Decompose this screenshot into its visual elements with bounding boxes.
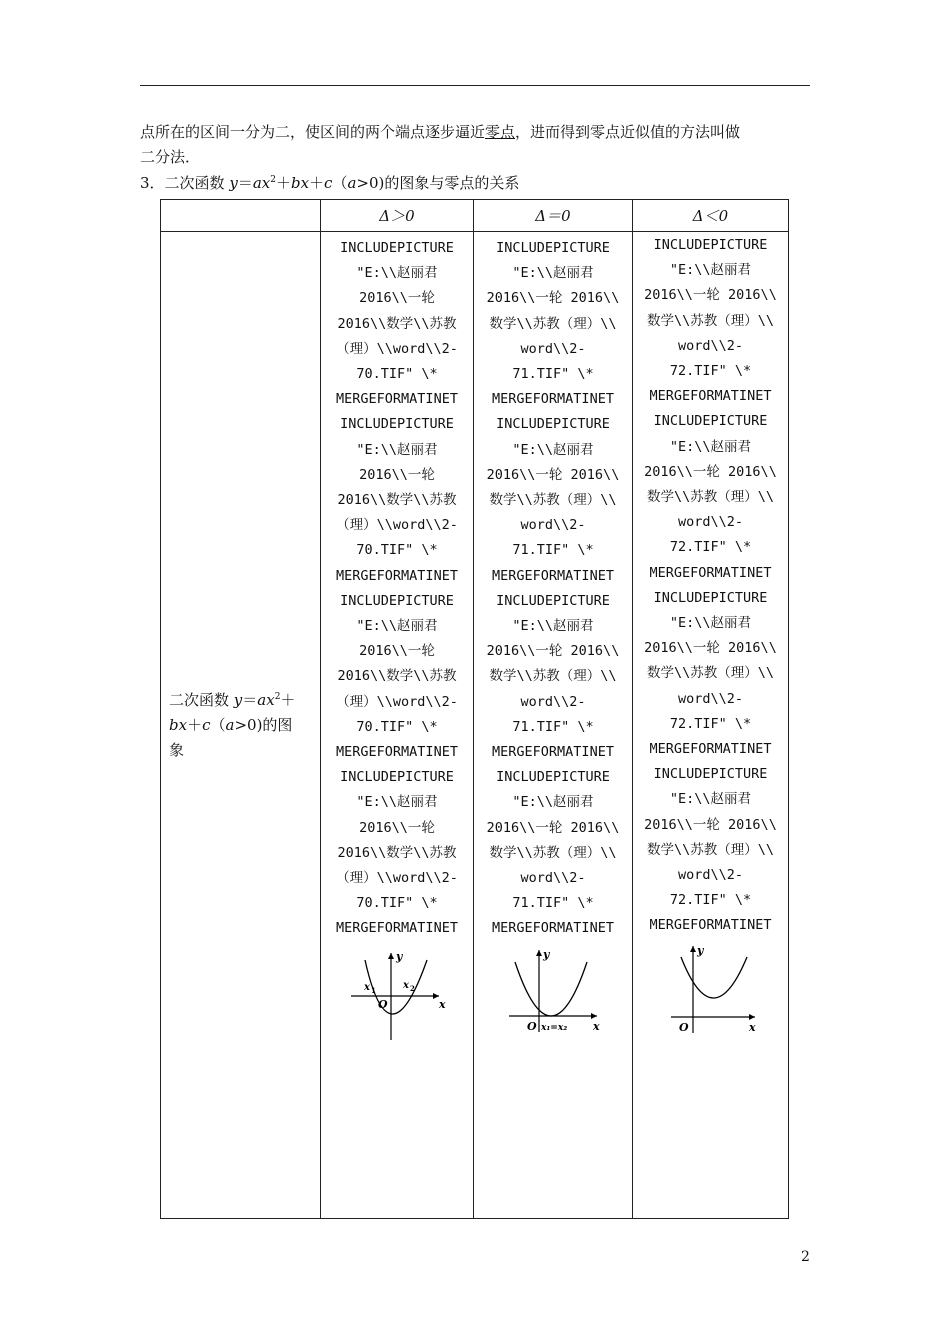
svg-text:O: O (527, 1019, 537, 1033)
field-code-line: MERGEFORMATINET (649, 917, 772, 934)
section-heading-3: 3．二次函数 $y=ax^2+bx+c(a>0)$的图象与零点的关系 (140, 174, 520, 192)
cell-delta-positive (321, 232, 474, 1219)
field-code-line: word\\2- (520, 870, 586, 887)
zero-point-table (160, 199, 789, 1219)
field-code-line: 70.TIF" \* (356, 366, 438, 383)
parabola-no-root-graph (661, 943, 761, 1035)
field-code-line: "E:\\赵丽君 (669, 791, 752, 808)
field-code-line: （理）\\word\\2- (336, 340, 458, 357)
field-code-line: MERGEFORMATINET (336, 744, 458, 761)
field-code-line: word\\2- (520, 693, 586, 710)
field-code-line: INCLUDEPICTURE (496, 592, 610, 609)
field-code-line: 71.TIF" \* (512, 542, 594, 559)
field-code-line: "E:\\赵丽君 (512, 618, 594, 635)
field-code-line: 72.TIF" \* (669, 892, 752, 909)
field-code-line: word\\2- (677, 514, 744, 531)
field-code-line: MERGEFORMATINET (649, 564, 772, 581)
field-code-line: 2016\\一轮 2016\\ (644, 640, 777, 657)
field-code-text (321, 232, 473, 942)
field-code-line: MERGEFORMATINET (336, 920, 458, 937)
field-code-line: 2016\\数学\\苏教 (337, 315, 457, 332)
field-code-line: INCLUDEPICTURE (653, 766, 768, 783)
field-code-line: 数学\\苏教（理）\\ (646, 312, 774, 329)
field-code-line: 数学\\苏教（理）\\ (489, 315, 617, 332)
field-code-line: 72.TIF" \* (669, 715, 752, 732)
field-code-line: word\\2- (520, 340, 586, 357)
svg-text:x: x (364, 981, 370, 993)
field-code-line: 2016\\数学\\苏教 (337, 668, 457, 685)
svg-text:y: y (543, 947, 550, 961)
field-code-line: 2016\\一轮 2016\\ (644, 816, 777, 833)
field-code-line: INCLUDEPICTURE (496, 416, 610, 433)
parabola-two-roots-graph (347, 950, 447, 1042)
field-code-line: 数学\\苏教（理）\\ (489, 668, 617, 685)
field-code-line: 71.TIF" \* (512, 366, 594, 383)
field-code-line: 2016\\一轮 (359, 466, 435, 483)
field-code-line: INCLUDEPICTURE (653, 589, 768, 606)
svg-text:x: x (439, 997, 446, 1011)
field-code-line: MERGEFORMATINET (492, 567, 614, 584)
row-label-cell: 二次函数 $y=ax^2+$ bx＋c（a>0)的图 象 (161, 232, 321, 1219)
field-code-line: "E:\\赵丽君 (669, 262, 752, 279)
field-code-line: word\\2- (520, 517, 586, 534)
field-code-line: INCLUDEPICTURE (653, 237, 768, 253)
header-empty-cell (161, 200, 321, 232)
field-code-line: 2016\\一轮 2016\\ (486, 466, 620, 483)
field-code-line: MERGEFORMATINET (649, 741, 772, 758)
svg-text:O: O (678, 1020, 689, 1034)
svg-text:x₁=x₂: x₁=x₂ (541, 1022, 568, 1033)
field-code-line: MERGEFORMATINET (336, 567, 458, 584)
field-code-line: 2016\\一轮 2016\\ (644, 463, 777, 480)
field-code-line: word\\2- (677, 867, 744, 884)
field-code-line: MERGEFORMATINET (492, 744, 614, 761)
field-code-line: （理）\\word\\2- (336, 870, 458, 887)
field-code-line: word\\2- (677, 337, 744, 354)
field-code-line: 2016\\一轮 (359, 290, 435, 307)
field-code-line: INCLUDEPICTURE (340, 240, 454, 256)
table-row (161, 232, 789, 1219)
field-code-line: "E:\\赵丽君 (669, 615, 752, 632)
header-delta-zero: Δ＝0 (474, 200, 633, 232)
field-code-line: MERGEFORMATINET (492, 391, 614, 408)
field-code-line: 71.TIF" \* (512, 895, 594, 912)
field-code-line: 2016\\一轮 2016\\ (486, 819, 620, 836)
field-code-line: 数学\\苏教（理）\\ (489, 844, 617, 861)
field-code-line: "E:\\赵丽君 (356, 794, 438, 811)
field-code-line: INCLUDEPICTURE (340, 416, 454, 433)
field-code-line: （理）\\word\\2- (336, 517, 458, 534)
field-code-line: word\\2- (677, 690, 744, 707)
field-code-line: （理）\\word\\2- (336, 693, 458, 710)
svg-text:y: y (396, 949, 403, 963)
field-code-text (633, 232, 788, 939)
text-span: 点所在的区间一分为二，使区间的两个端点逐步逼近 (140, 123, 486, 141)
underlined-term: 零点 (485, 123, 516, 141)
field-code-text (474, 232, 632, 942)
field-code-line: 2016\\一轮 (359, 819, 435, 836)
field-code-line: 2016\\一轮 2016\\ (486, 290, 620, 307)
table-header-row (161, 200, 789, 232)
field-code-line: 2016\\一轮 2016\\ (644, 287, 777, 304)
field-code-line: 70.TIF" \* (356, 895, 438, 912)
field-code-line: 数学\\苏教（理）\\ (646, 489, 774, 506)
svg-text:2: 2 (410, 983, 415, 993)
svg-text:O: O (378, 997, 388, 1011)
field-code-line: 2016\\一轮 (359, 643, 435, 660)
field-code-line: MERGEFORMATINET (336, 391, 458, 408)
svg-text:x: x (593, 1019, 600, 1033)
field-code-line: 72.TIF" \* (669, 539, 752, 556)
field-code-line: INCLUDEPICTURE (340, 769, 454, 786)
field-code-line: 数学\\苏教（理）\\ (646, 665, 774, 682)
svg-text:x: x (403, 979, 409, 991)
field-code-line: INCLUDEPICTURE (340, 592, 454, 609)
field-code-line: INCLUDEPICTURE (496, 769, 610, 786)
page-number: 2 (801, 1249, 810, 1265)
field-code-line: 2016\\数学\\苏教 (337, 492, 457, 509)
field-code-line: 70.TIF" \* (356, 718, 438, 735)
field-code-line: INCLUDEPICTURE (496, 240, 610, 256)
field-code-line: 70.TIF" \* (356, 542, 438, 559)
field-code-line: "E:\\赵丽君 (356, 618, 438, 635)
text-span: 二分法． (140, 148, 201, 166)
field-code-line: INCLUDEPICTURE (653, 413, 768, 430)
text-span: ，进而得到零点近似值的方法叫做 (515, 123, 741, 141)
svg-text:x: x (748, 1020, 756, 1034)
field-code-line: "E:\\赵丽君 (512, 794, 594, 811)
field-code-line: 71.TIF" \* (512, 718, 594, 735)
field-code-line: 数学\\苏教（理）\\ (646, 841, 774, 858)
header-delta-negative: Δ＜0 (633, 200, 789, 232)
field-code-line: "E:\\赵丽君 (356, 441, 438, 458)
field-code-line: 数学\\苏教（理）\\ (489, 492, 617, 509)
header-delta-positive: Δ＞0 (321, 200, 474, 232)
cell-delta-negative (633, 232, 789, 1219)
field-code-line: "E:\\赵丽君 (669, 438, 752, 455)
svg-text:y: y (696, 943, 703, 957)
field-code-line: "E:\\赵丽君 (512, 441, 594, 458)
field-code-line: MERGEFORMATINET (492, 920, 614, 937)
field-code-line: 72.TIF" \* (669, 363, 752, 380)
parabola-one-root-graph (503, 946, 603, 1038)
field-code-line: "E:\\赵丽君 (512, 265, 594, 282)
cell-delta-zero (474, 232, 633, 1219)
svg-text:1: 1 (371, 985, 376, 995)
field-code-line: 2016\\一轮 2016\\ (486, 643, 620, 660)
field-code-line: "E:\\赵丽君 (356, 265, 438, 282)
field-code-line: MERGEFORMATINET (649, 388, 772, 405)
header-rule (140, 85, 810, 86)
paragraph-bisection (140, 120, 812, 170)
field-code-line: 2016\\数学\\苏教 (337, 844, 457, 861)
